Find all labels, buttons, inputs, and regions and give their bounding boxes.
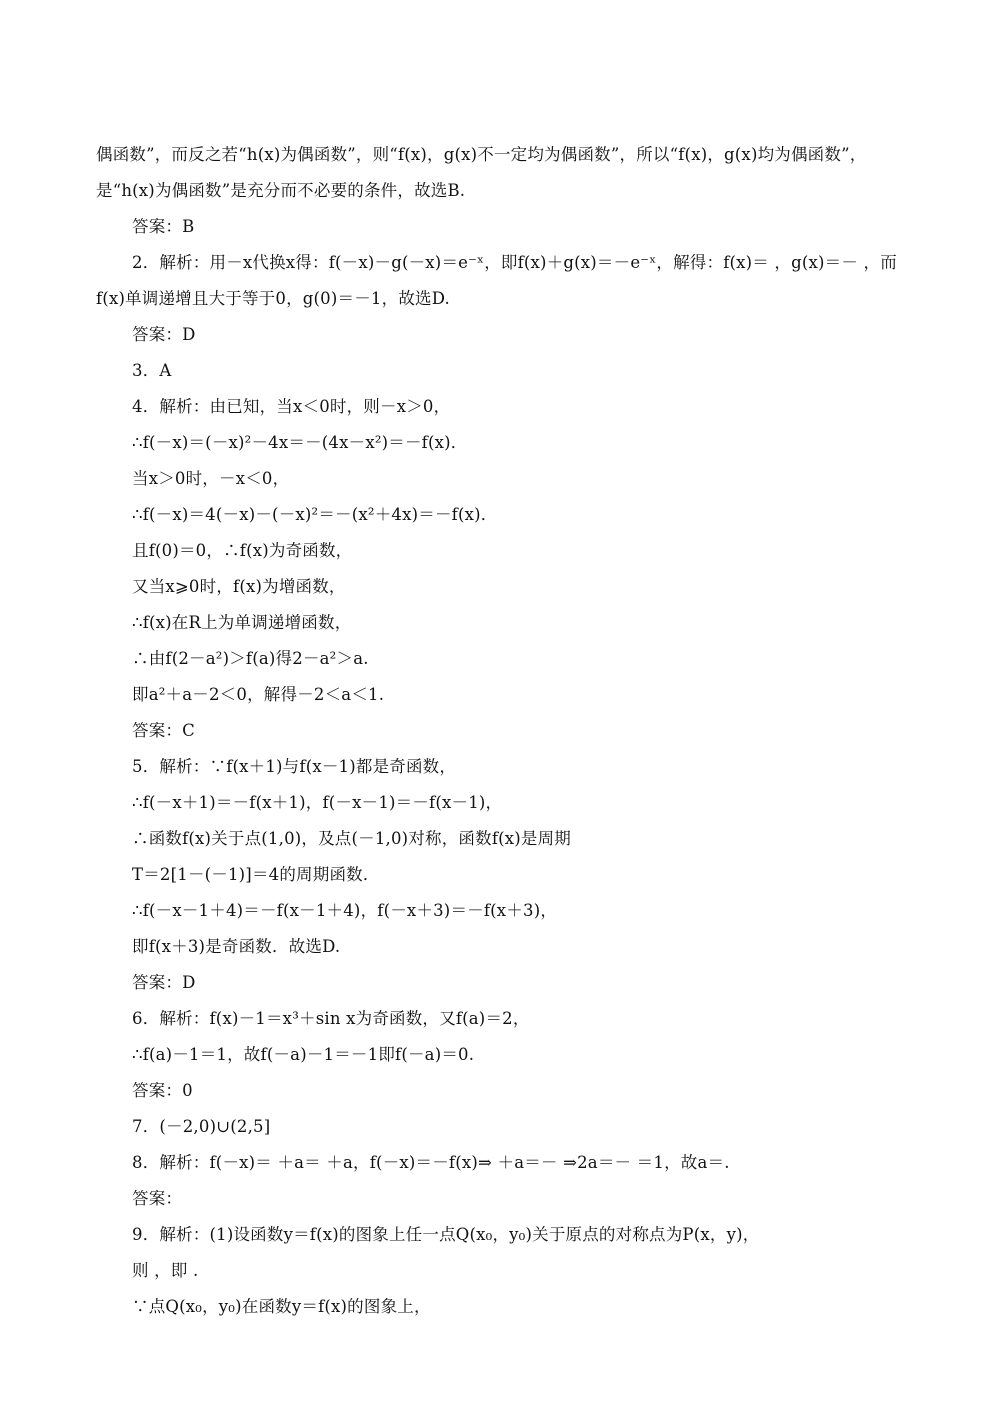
text-line: 是“h(x)为偶函数”是充分而不必要的条件，故选B. <box>96 181 466 200</box>
solution-line: 9．解析：(1)设函数y＝f(x)的图象上任一点Q(x₀，y₀)关于原点的对称点为P(x，y)， <box>132 1225 760 1244</box>
solution-line: 8．解析：f(－x)＝ ＋a＝ ＋a，f(－x)＝－f(x)⇒ ＋a＝－ ⇒2a＝－ ＝1，故a＝. <box>132 1153 730 1172</box>
text-line: 偶函数”，而反之若“h(x)为偶函数”，则“f(x)，g(x)不一定均为偶函数”，所以“f(x)，g(x)均为偶函数”， <box>96 145 867 164</box>
text-line: 当x＞0时，－x＜0， <box>132 469 290 488</box>
answer-line: 答案：B <box>132 217 195 236</box>
text-line: ∴f(－x)＝4(－x)－(－x)²＝－(x²＋4x)＝－f(x)． <box>132 505 498 524</box>
answer-line: 3．A <box>132 361 172 380</box>
text-line: ∴函数f(x)关于点(1,0)，及点(－1,0)对称，函数f(x)是周期 <box>132 829 572 848</box>
text-line: ∴f(－x＋1)＝－f(x＋1)，f(－x－1)＝－f(x－1)， <box>132 793 503 812</box>
text-line: ∵点Q(x₀，y₀)在函数y＝f(x)的图象上， <box>132 1297 431 1316</box>
answer-line: 7．(－2,0)∪(2,5] <box>132 1117 271 1136</box>
answer-line: 答案：0 <box>132 1081 193 1100</box>
text-line: ∴f(a)－1＝1，故f(－a)－1＝－1即f(－a)＝0. <box>132 1045 475 1064</box>
answer-line: 答案：D <box>132 973 196 992</box>
answer-line: 答案：D <box>132 325 196 344</box>
text-line: T＝2[1－(－1)]＝4的周期函数． <box>132 865 380 884</box>
text-line: 即f(x＋3)是奇函数．故选D. <box>132 937 341 956</box>
text-line: ∴f(－x)＝(－x)²－4x＝－(4x－x²)＝－f(x)． <box>132 433 468 452</box>
text-line: ∴由f(2－a²)＞f(a)得2－a²＞a. <box>132 649 369 668</box>
solution-line: 2．解析：用－x代换x得：f(－x)－g(－x)＝e⁻ˣ，即f(x)＋g(x)＝－e⁻ˣ，解得：f(x)＝ ，g(x)＝－ ，而 <box>132 253 897 272</box>
text-line: 即a²＋a－2＜0，解得－2＜a＜1. <box>132 685 385 704</box>
solution-line: 6．解析：f(x)－1＝x³＋sin x为奇函数，又f(a)＝2， <box>132 1009 530 1028</box>
text-line: ∴f(x)在R上为单调递增函数， <box>132 613 352 632</box>
solution-line: 4．解析：由已知，当x＜0时，则－x＞0， <box>132 397 451 416</box>
text-line: f(x)单调递增且大于等于0，g(0)＝－1，故选D. <box>96 289 451 308</box>
answer-line: 答案： <box>132 1189 183 1208</box>
text-line: 则 ，即 . <box>132 1261 199 1280</box>
answer-line: 答案：C <box>132 721 195 740</box>
text-line: ∴f(－x－1＋4)＝－f(x－1＋4)，f(－x＋3)＝－f(x＋3)， <box>132 901 558 920</box>
text-line: 又当x⩾0时，f(x)为增函数， <box>132 577 346 596</box>
text-line: 且f(0)＝0，∴f(x)为奇函数， <box>132 541 353 560</box>
solution-line: 5．解析：∵f(x＋1)与f(x－1)都是奇函数， <box>132 757 457 776</box>
